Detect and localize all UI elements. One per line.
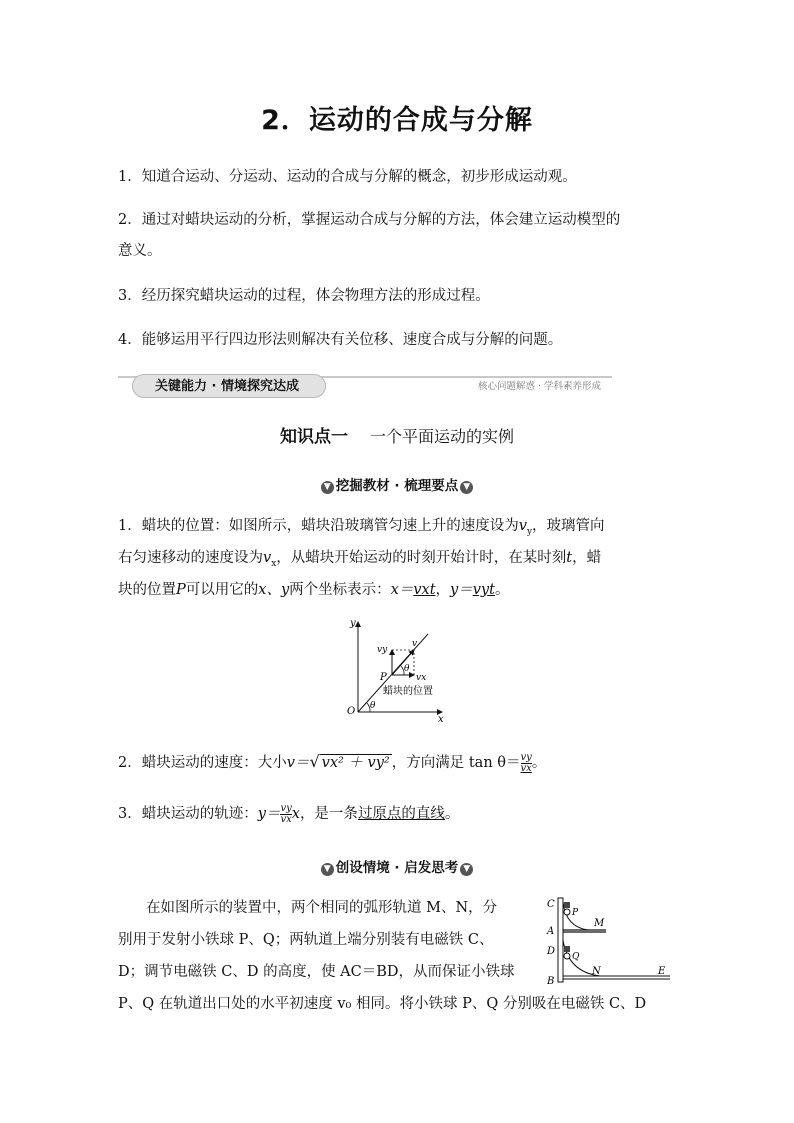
point2-line: 2．蜡块运动的速度：大小v＝√ vx² ＋ vy² ，方向满足 $\tan \theta=\frac{vy}{vx}$ 。	[118, 752, 547, 774]
subsection-heading-2	[0, 856, 794, 876]
knowledge-point-name: 一个平面运动的实例	[369, 427, 514, 446]
subsection-label-1: 挖掘教材 · 梳理要点	[335, 478, 459, 494]
theta-label: θ	[370, 701, 376, 711]
vx-label: vx	[416, 673, 427, 683]
chevron-down-icon: ▼	[460, 481, 473, 494]
v-arrow	[392, 650, 414, 675]
ball-Q	[564, 953, 570, 959]
subsection-heading-1	[0, 474, 794, 494]
figure-caption: 蜡块的位置	[383, 686, 433, 697]
chevron-down-icon: ▼	[321, 481, 334, 494]
ball-P	[564, 909, 570, 915]
v-label: v	[412, 639, 418, 649]
objective-2-cont: 意义。	[118, 243, 162, 259]
page-title: 2．运动的合成与分解	[261, 105, 533, 136]
point1-line3: 块的位置P可以用它的x、y两个坐标表示：x＝vxt，y＝vyt。	[118, 582, 510, 598]
section-banner-tab: 关键能力 · 情境探究达成	[132, 374, 326, 398]
slope-fraction: $\frac{vy}{vx}$	[280, 803, 292, 825]
chevron-down-icon: ▼	[321, 863, 334, 876]
label-A: A	[547, 926, 555, 937]
track-apparatus-diagram	[544, 894, 676, 986]
origin-label: O	[347, 706, 356, 717]
label-N: N	[592, 966, 601, 977]
objective-4: 4．能够运用平行四边形法则解决有关位移、速度合成与分解的问题。	[118, 332, 563, 348]
label-M: M	[594, 918, 605, 929]
label-P: P	[572, 908, 579, 918]
vy-label: vy	[377, 645, 388, 655]
electromagnet-D	[564, 946, 570, 952]
wax-block-position-diagram	[336, 614, 456, 724]
knowledge-point-number: 知识点一	[279, 427, 348, 447]
tan-fraction: $\frac{vy}{vx}$	[520, 752, 532, 774]
x-axis-label: x	[438, 714, 444, 724]
answer-y: vyt	[472, 582, 495, 598]
answer-x: vxt	[413, 582, 436, 598]
chevron-down-icon: ▼	[460, 863, 473, 876]
answer-trajectory: 过原点的直线	[357, 806, 445, 822]
point1-line2: 右匀速移动的速度设为$v_x$，从蜡块开始运动的时刻开始计时，在某时刻t，蜡	[118, 550, 602, 569]
label-D: D	[547, 946, 556, 957]
theta-label-2: θ	[404, 664, 410, 674]
scenario-line-4: P、Q 在轨道出口处的水平初速度 v₀ 相同。将小铁球 P、Q 分别吸在电磁铁 C、D	[118, 996, 647, 1012]
vertical-stand	[558, 898, 563, 982]
point-P-label: P	[380, 672, 387, 683]
objective-2: 2．通过对蜡块运动的分析，掌握运动合成与分解的方法，体会建立运动模型的	[118, 212, 621, 228]
label-C: C	[547, 899, 555, 910]
sqrt-expression: vx² ＋ vy²	[321, 755, 390, 771]
scenario-line-1: 在如图所示的装置中，两个相同的弧形轨道 M、N，分	[146, 900, 498, 916]
objective-1: 1．知道合运动、分运动、运动的合成与分解的概念，初步形成运动观。	[118, 169, 577, 185]
label-Q: Q	[572, 952, 580, 962]
knowledge-point-heading	[0, 422, 794, 447]
section-banner-subtitle: 核心问题解惑 · 学科素养形成	[478, 381, 602, 392]
label-E: E	[658, 966, 666, 977]
point3-line: 3．蜡块运动的轨迹：$y=\frac{vy}{vx}$ x，是一条过原点的直线。	[118, 803, 460, 825]
point1-line1: 1．蜡块的位置：如图所示，蜡块沿玻璃管匀速上升的速度设为$v_y$，玻璃管向	[118, 518, 605, 537]
electromagnet-C	[564, 902, 570, 908]
subsection-label-2: 创设情境 · 启发思考	[335, 860, 459, 876]
scenario-line-3: D；调节电磁铁 C、D 的高度，使 AC＝BD，从而保证小铁球	[118, 964, 515, 980]
scenario-line-2: 别用于发射小铁球 P、Q；两轨道上端分别装有电磁铁 C、	[118, 932, 494, 948]
y-axis-label: y	[350, 618, 356, 629]
label-B: B	[547, 976, 555, 986]
objective-3: 3．经历探究蜡块运动的过程，体会物理方法的形成过程。	[118, 288, 490, 304]
